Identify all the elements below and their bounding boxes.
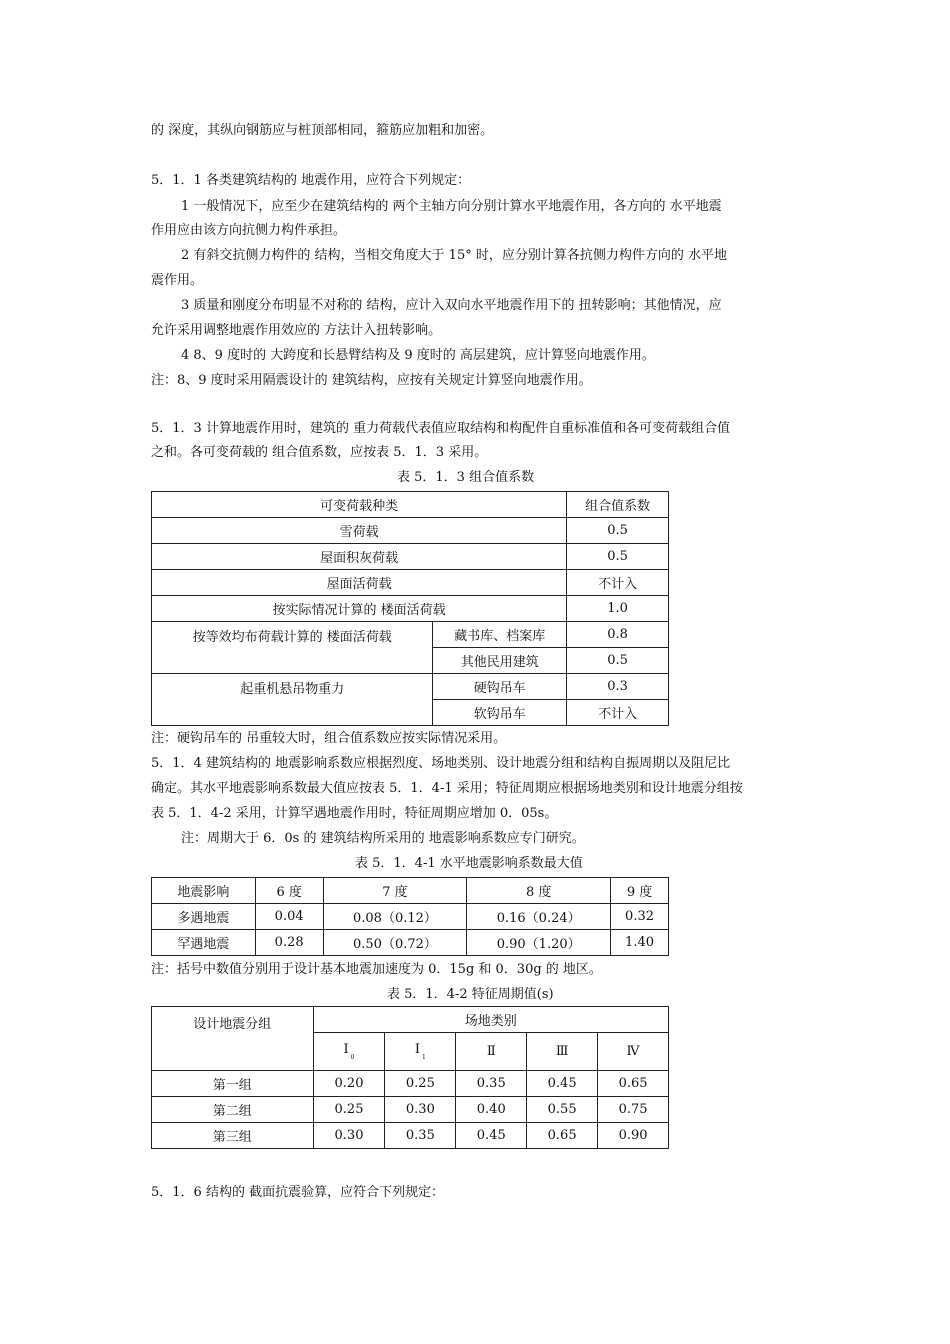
table-row — [152, 492, 669, 518]
table-5-1-4-1-note: 注：括号中数值分别用于设计基本地震加速度为 0．15g 和 0．30g 的 地区。 — [151, 962, 602, 977]
table-header-cell: 6 度 — [255, 878, 323, 904]
table-cell: 不计入 — [567, 570, 669, 596]
table-cell: 0.5 — [567, 648, 669, 674]
section-5-1-4-note: 注：周期大于 6．0s 的 建筑结构所采用的 地震影响系数应专门研究。 — [181, 831, 585, 846]
item-2-line-1: 2 有斜交抗侧力构件的 结构，当相交角度大于 15° 时，应分别计算各抗侧力构件方向的 水平地 — [181, 248, 727, 263]
table-cell: 0.04 — [255, 904, 323, 930]
table-cell: 0.28 — [255, 930, 323, 956]
table-header-cell: Ⅲ — [527, 1033, 598, 1071]
table-cell: 0.35 — [385, 1123, 456, 1149]
table-header-cell: 8 度 — [467, 878, 611, 904]
table-cell: 藏书库、档案库 — [433, 622, 567, 648]
table-cell: 0.30 — [385, 1097, 456, 1123]
table-cell: 其他民用建筑 — [433, 648, 567, 674]
table-header-cell: 9 度 — [611, 878, 669, 904]
table-cell: 0.32 — [611, 904, 669, 930]
table-row — [152, 596, 669, 622]
table-cell: 0.55 — [527, 1097, 598, 1123]
table-row — [152, 674, 669, 700]
table-cell: 0.20 — [313, 1071, 385, 1097]
table-header-cell: 设计地震分组 — [152, 1007, 314, 1071]
item-3-line-2: 允许采用调整地震作用效应的 方法计入扭转影响。 — [151, 323, 442, 338]
table-cell: 0.65 — [598, 1071, 669, 1097]
table-cell: 0.90 — [598, 1123, 669, 1149]
item-3-line-1: 3 质量和刚度分布明显不对称的 结构，应计入双向水平地震作用下的 扭转影响；其他情况，应 — [181, 298, 722, 313]
table-row — [152, 878, 669, 904]
table-5-1-3-caption: 表 5．1．3 组合值系数 — [397, 470, 535, 485]
table-cell: 0.65 — [527, 1123, 598, 1149]
table-cell: 软钩吊车 — [433, 700, 567, 726]
table-cell: 0.3 — [567, 674, 669, 700]
section-5-1-3-line-2: 之和。各可变荷载的 组合值系数，应按表 5．1．3 采用。 — [151, 445, 488, 460]
paragraph-continuation: 的 深度，其纵向钢筋应与桩顶部相同，箍筋应加粗和加密。 — [151, 123, 494, 138]
table-cell: 0.45 — [456, 1123, 527, 1149]
table-5-1-4-2 — [151, 1006, 669, 1149]
table-row — [152, 544, 669, 570]
table-cell: 1.40 — [611, 930, 669, 956]
item-1-line-1: 1 一般情况下，应至少在建筑结构的 两个主轴方向分别计算水平地震作用，各方向的 水平地震 — [181, 199, 722, 214]
table-cell: 雪荷载 — [152, 518, 567, 544]
section-5-1-3-line-1: 5．1．3 计算地震作用时，建筑的 重力荷载代表值应取结构和构配件自重标准值和各可变荷载组合值 — [151, 421, 731, 436]
table-cell: 0.25 — [313, 1097, 385, 1123]
table-cell: 0.90（1.20） — [467, 930, 611, 956]
table-row — [152, 1071, 669, 1097]
table-cell: 0.50（0.72） — [323, 930, 467, 956]
table-cell: 0.16（0.24） — [467, 904, 611, 930]
table-cell: 0.40 — [456, 1097, 527, 1123]
table-cell: 按等效均布荷载计算的 楼面活荷载 — [152, 622, 433, 674]
table-5-1-3-note: 注：硬钩吊车的 吊重较大时，组合值系数应按实际情况采用。 — [151, 731, 507, 746]
table-cell: 第三组 — [152, 1123, 314, 1149]
table-cell: 第一组 — [152, 1071, 314, 1097]
table-header-cell: 7 度 — [323, 878, 467, 904]
table-cell: 1.0 — [567, 596, 669, 622]
table-5-1-4-1-caption: 表 5．1．4-1 水平地震影响系数最大值 — [355, 856, 583, 871]
table-header-cell: 地震影响 — [152, 878, 256, 904]
item-4: 4 8、9 度时的 大跨度和长悬臂结构及 9 度时的 高层建筑，应计算竖向地震作用。 — [181, 348, 655, 363]
table-cell: 硬钩吊车 — [433, 674, 567, 700]
table-cell: 第二组 — [152, 1097, 314, 1123]
table-cell: 0.75 — [598, 1097, 669, 1123]
table-row — [152, 930, 669, 956]
table-cell: 按实际情况计算的 楼面活荷载 — [152, 596, 567, 622]
section-5-1-4-line-2: 确定。其水平地震影响系数最大值应按表 5．1．4-1 采用；特征周期应根据场地类别和设计地震分组按 — [151, 781, 743, 796]
table-5-1-4-2-caption: 表 5．1．4-2 特征周期值(s) — [387, 987, 554, 1002]
table-cell: 0.5 — [567, 544, 669, 570]
table-header-cell: $I_1$ — [385, 1033, 456, 1071]
section-5-1-1-heading: 5．1．1 各类建筑结构的 地震作用，应符合下列规定： — [151, 173, 471, 188]
table-header-cell: 场地类别 — [313, 1007, 668, 1033]
table-5-1-4-1 — [151, 877, 669, 956]
table-header-cell: Ⅱ — [456, 1033, 527, 1071]
section-5-1-6-heading: 5．1．6 结构的 截面抗震验算，应符合下列规定： — [151, 1185, 445, 1200]
table-cell: 不计入 — [567, 700, 669, 726]
table-cell: 0.45 — [527, 1071, 598, 1097]
table-cell: 0.25 — [385, 1071, 456, 1097]
table-row — [152, 570, 669, 596]
section-5-1-1-note: 注：8、9 度时采用隔震设计的 建筑结构，应按有关规定计算竖向地震作用。 — [151, 373, 592, 388]
section-5-1-4-line-1: 5．1．4 建筑结构的 地震影响系数应根据烈度、场地类别、设计地震分组和结构自振周期以及阻尼比 — [151, 756, 731, 771]
table-cell: 0.30 — [313, 1123, 385, 1149]
table-cell: 0.5 — [567, 518, 669, 544]
table-header-cell: $I_0$ — [313, 1033, 385, 1071]
table-row — [152, 1097, 669, 1123]
section-5-1-4-line-3: 表 5．1．4-2 采用，计算罕遇地震作用时，特征周期应增加 0．05s。 — [151, 806, 558, 821]
item-2-line-2: 震作用。 — [151, 273, 204, 288]
table-row — [152, 1123, 669, 1149]
table-row — [152, 518, 669, 544]
item-1-line-2: 作用应由该方向抗侧力构件承担。 — [151, 223, 347, 238]
table-header-cell: 可变荷载种类 — [152, 492, 567, 518]
table-row — [152, 1007, 669, 1033]
table-header-cell: 组合值系数 — [567, 492, 669, 518]
table-cell: 屋面积灰荷载 — [152, 544, 567, 570]
table-row — [152, 622, 669, 648]
table-5-1-3 — [151, 491, 669, 726]
table-cell: 屋面活荷载 — [152, 570, 567, 596]
table-cell: 0.35 — [456, 1071, 527, 1097]
table-row — [152, 904, 669, 930]
table-cell: 起重机悬吊物重力 — [152, 674, 433, 726]
table-cell: 罕遇地震 — [152, 930, 256, 956]
table-header-cell: Ⅳ — [598, 1033, 669, 1071]
table-cell: 多遇地震 — [152, 904, 256, 930]
table-cell: 0.08（0.12） — [323, 904, 467, 930]
table-cell: 0.8 — [567, 622, 669, 648]
